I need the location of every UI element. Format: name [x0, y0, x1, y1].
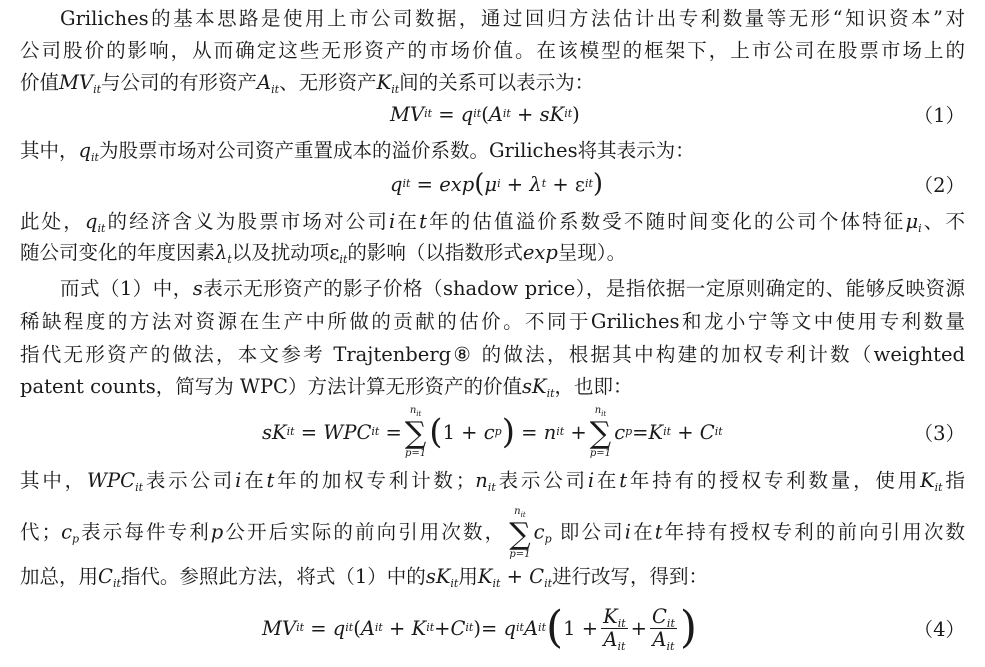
- para1-line3: 价值$MV_{it}$与公司的有形资产$A_{it}$、无形资产$K_{it}$间的关系可以表示为：: [20, 71, 595, 96]
- para1-line2: 公司股价的影响，从而确定这些无形资产的市场价值。在该模型的框架下，上市公司在股票市场上的: [20, 39, 965, 62]
- para4-line2: 稀缺程度的方法对资源在生产中所做的贡献的估价。不同于Griliches和龙小宁等文中使用专利数量: [20, 310, 965, 333]
- para4-line4: patent counts，简写为 WPC）方法计算无形资产的价值$sK_{it}$，也即：: [20, 375, 633, 400]
- equation-4-number: （4）: [913, 618, 965, 641]
- equation-4: MV it = q it ( A it + K it + C it )= q it A it ( 1 + $\frac{K_{it}}{A_{it}}$ + $\frac{C_{it}}{A_{it}}$ ) （4）: [0, 600, 985, 656]
- summation-1: $n_{it}$ ∑ p=1: [404, 405, 427, 459]
- summation-2: $n_{it}$ ∑ p=1: [589, 405, 612, 459]
- fraction-c-over-a: $\frac{C_{it}}{A_{it}}$: [652, 605, 675, 653]
- equation-1: MV it = q it ( A it + sK it ) （1）: [0, 94, 985, 134]
- para5-line1: 其中，$WPC_{it}$表示公司i在t年的加权专利计数；$n_{it}$表示公司i在t年持有的授权专利数量，使用$K_{it}$指: [20, 469, 965, 494]
- fraction-k-over-a: $\frac{K_{it}}{A_{it}}$: [603, 605, 626, 653]
- para1-line1: Griliches的基本思路是使用上市公司数据，通过回归方法估计出专利数量等无形“知识资本”对: [60, 7, 965, 30]
- summation-inline: $n_{it}$ ∑ p=1: [509, 506, 531, 560]
- para5-line3: 加总，用$C_{it}$指代。参照此方法，将式（1）中的$sK_{it}$用$K_{it} + C_{it}$进行改写，得到：: [20, 565, 709, 590]
- para4-line3: 指代无形资产的做法，本文参考 Trajtenberg⑧ 的做法，根据其中构建的加权专利计数（weighted: [20, 343, 965, 366]
- equation-1-number: （1）: [913, 104, 965, 127]
- para4-line1: 而式（1）中，s表示无形资产的影子价格（shadow price），是指依据一定原则确定的、能够反映资源: [60, 277, 965, 300]
- para3-line2: 随公司变化的年度因素$\lambda_t$以及扰动项$\varepsilon_{it}$的影响（以指数形式exp呈现）。: [20, 241, 627, 266]
- para5-line2: 代；$c_p$表示每件专利p公开后实际的前向引用次数， $n_{it}$ ∑ p=1 $c_p$ 即公司i在t年持有授权专利的前向引用次数: [20, 506, 965, 560]
- equation-2-number: （2）: [913, 174, 965, 197]
- para2-line1: 其中，$q_{it}$为股票市场对公司资产重置成本的溢价系数。Griliches将其表示为：: [20, 139, 695, 164]
- para3-line1: 此处，$q_{it}$的经济含义为股票市场对公司i在t年的估值溢价系数受不随时间变化的公司个体特征$\mu_i$、不: [20, 210, 965, 235]
- equation-3-number: （3）: [913, 422, 965, 445]
- equation-3: sK it = WPC it = $n_{it}$ ∑ p=1 ( 1 + c p ) = n it + $n_{it}$ ∑ p=1 c p = K it + C it （3）: [262, 405, 965, 459]
- equation-2: q it = exp ( μ i + λ t + ε it ) （2）: [0, 164, 985, 204]
